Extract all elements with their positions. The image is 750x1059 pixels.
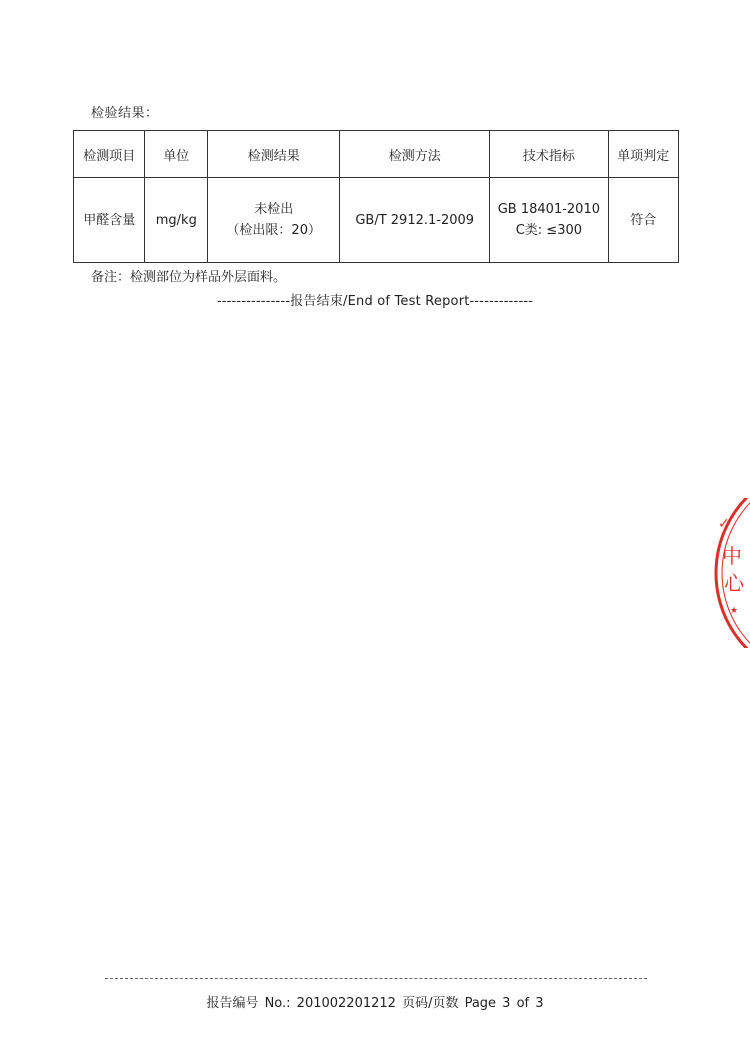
result-detection-limit: （检出限：20） xyxy=(226,223,321,238)
header-result: 检测结果 xyxy=(208,131,340,178)
remark-note: 备注：检测部位为样品外层面料。 xyxy=(91,270,287,285)
spec-limit: C类: ≤300 xyxy=(515,223,583,238)
cell-result xyxy=(208,178,340,263)
cell-item: 甲醛含量 xyxy=(74,178,145,263)
svg-text:中: 中 xyxy=(722,544,742,568)
section-title: 检验结果： xyxy=(91,106,159,121)
svg-text:✓: ✓ xyxy=(718,516,730,532)
end-of-report-line: ---------------报告结束/End of Test Report------------- xyxy=(216,294,534,309)
header-unit: 单位 xyxy=(145,131,208,178)
svg-text:心: 心 xyxy=(724,571,744,595)
header-spec: 技术指标 xyxy=(490,131,608,178)
official-seal-stamp xyxy=(714,498,750,648)
result-value: 未检出 xyxy=(254,202,294,217)
cell-unit: mg/kg xyxy=(145,178,208,263)
results-table xyxy=(73,130,679,263)
cell-verdict: 符合 xyxy=(608,178,678,263)
seal-graphic xyxy=(714,498,750,648)
footer-report-number: 报告编号 No.: 201002201212 页码/页数 Page 3 of 3 xyxy=(206,996,544,1011)
footer-divider xyxy=(105,978,647,979)
svg-text:★: ★ xyxy=(730,606,739,616)
cell-spec xyxy=(490,178,608,263)
table-row xyxy=(74,178,679,263)
spec-standard: GB 18401-2010 xyxy=(497,202,600,217)
header-method: 检测方法 xyxy=(340,131,490,178)
header-test-item: 检测项目 xyxy=(74,131,145,178)
cell-method: GB/T 2912.1-2009 xyxy=(340,178,490,263)
table-header-row xyxy=(74,131,679,178)
header-verdict: 单项判定 xyxy=(608,131,678,178)
